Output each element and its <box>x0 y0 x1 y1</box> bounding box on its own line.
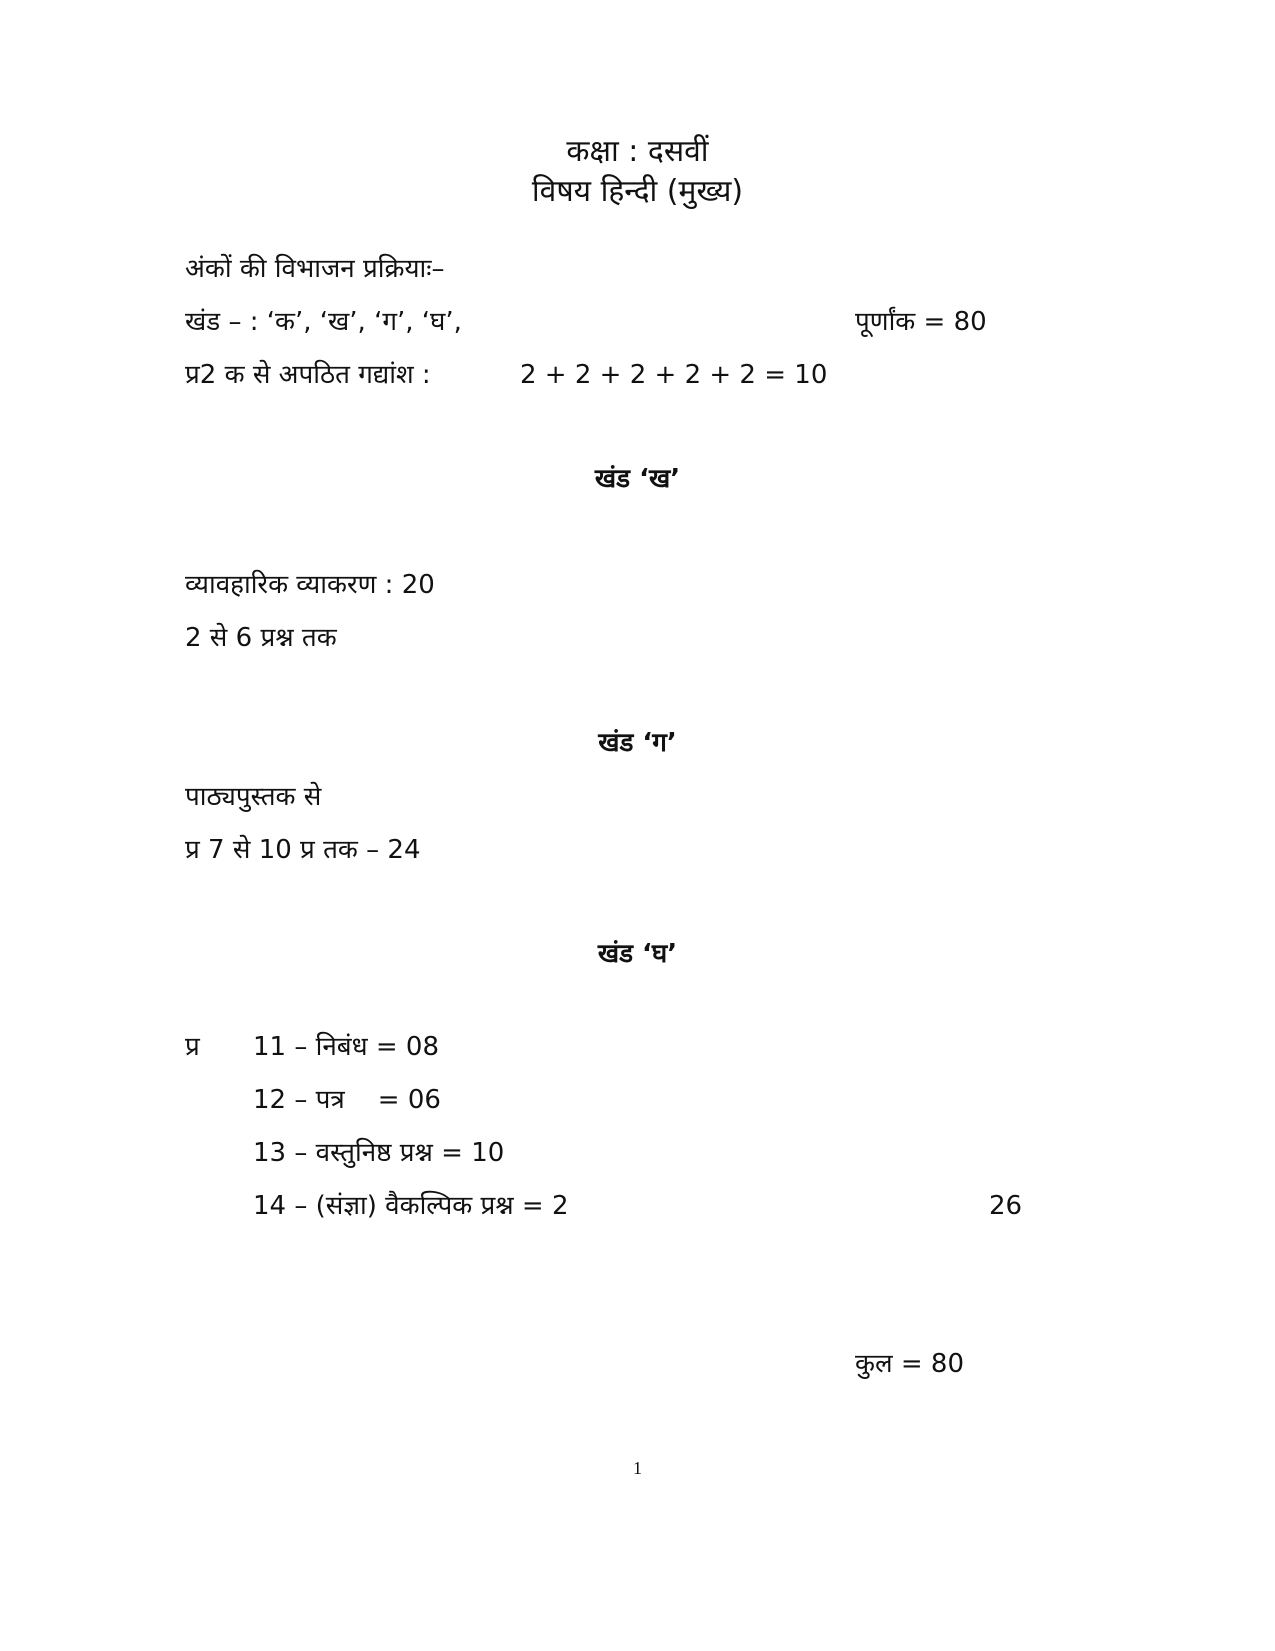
q2-marks: 2 + 2 + 2 + 2 + 2 = 10 <box>520 360 828 390</box>
textbook-questions-line: प्र 7 से 10 प्र तक – 24 <box>185 835 421 865</box>
full-marks: पूर्णांक = 80 <box>855 307 987 337</box>
question-prefix: प्र <box>185 1032 200 1062</box>
list-item-letter: 12 – पत्र = 06 <box>253 1085 441 1115</box>
textbook-line: पाठ्यपुस्तक से <box>185 782 322 812</box>
subject-title: विषय हिन्दी (मुख्य) <box>531 174 744 209</box>
class-title: कक्षा : दसवीं <box>566 134 709 169</box>
page-number: 1 <box>633 1458 642 1478</box>
total-marks: कुल = 80 <box>855 1349 964 1379</box>
section-ga-heading: खंड ‘ग’ <box>598 728 677 758</box>
section-kha-heading: खंड ‘ख’ <box>594 464 681 494</box>
list-item-optional: 14 – (संज्ञा) वैकल्पिक प्रश्न = 2 <box>253 1191 569 1221</box>
list-item-objective: 13 – वस्तुनिष्ठ प्रश्न = 10 <box>253 1138 505 1168</box>
sections-line: खंड – : ‘क’, ‘ख’, ‘ग’, ‘घ’, <box>185 307 462 337</box>
grammar-questions-line: 2 से 6 प्रश्न तक <box>185 623 337 653</box>
list-item-essay: 11 – निबंध = 08 <box>253 1032 440 1062</box>
q2-label: प्र2 क से अपठित गद्यांश : <box>185 360 431 390</box>
section-gha-heading: खंड ‘घ’ <box>597 939 678 969</box>
marks-distribution-label: अंकों की विभाजन प्रक्रियाः– <box>185 254 445 284</box>
section-gha-subtotal: 26 <box>989 1191 1023 1221</box>
grammar-line: व्यावहारिक व्याकरण : 20 <box>185 570 435 600</box>
